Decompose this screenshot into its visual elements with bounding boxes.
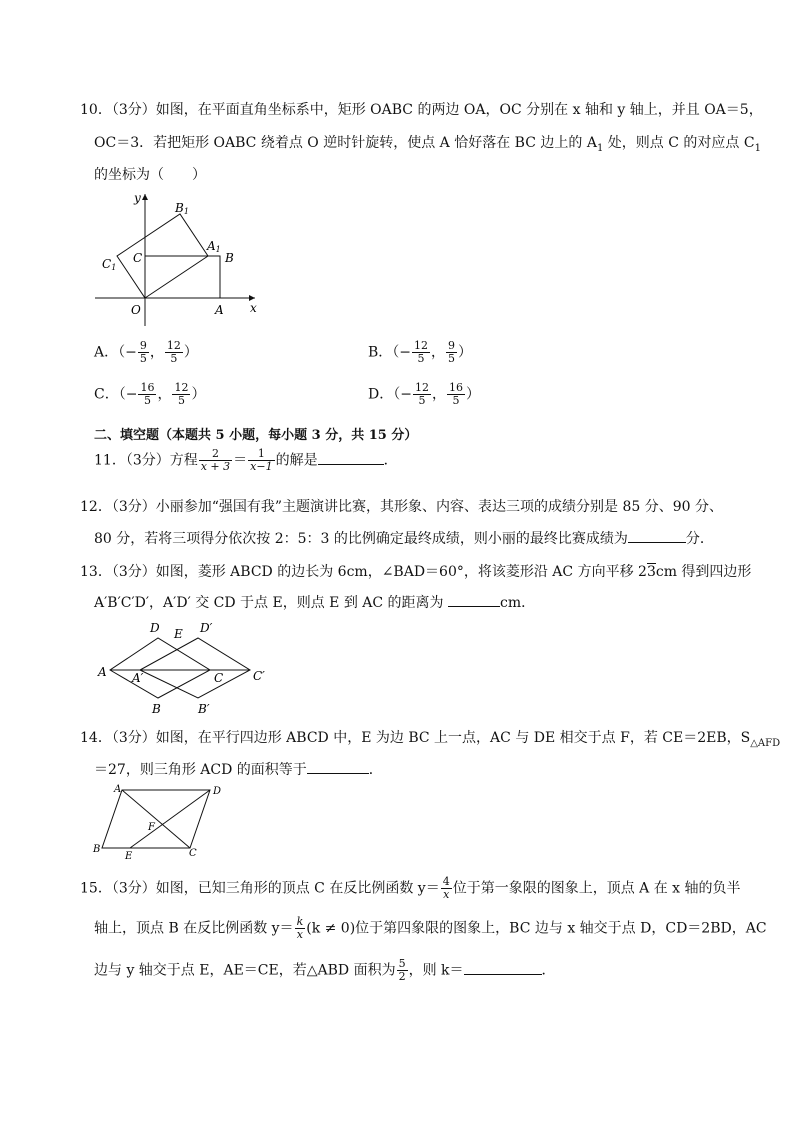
label-F14: F <box>148 822 155 833</box>
label-Dprime: D′ <box>200 621 213 635</box>
q14-line2: ＝27，则三角形 ACD 的面积等于 ． <box>94 759 383 780</box>
label-B14: B <box>93 844 101 855</box>
q13-line2: A′B′C′D′，A′D′ 交 CD 于点 E，则点 E 到 AC 的距离为 cm． <box>94 592 535 613</box>
label-C13: C <box>214 671 224 685</box>
q15-line3: 边与 y 轴交于点 E，AE＝CE，若△ABD 面积为 $\frac{5}{2}$ ，则 k＝ ． <box>94 957 556 983</box>
q11-answer-blank[interactable] <box>318 450 384 465</box>
label-D: D <box>150 621 160 635</box>
label-Cprime: C′ <box>253 669 265 683</box>
label-C: C <box>133 251 143 265</box>
label-Aprime: A′ <box>132 671 144 685</box>
label-A: A <box>215 303 224 317</box>
q13-line1: 13．（3分）如图，菱形 ABCD 的边长为 6cm，∠BAD＝60°，将该菱形沿 AC 方向平移 23cm 得到四边形 <box>80 564 752 580</box>
q10-option-b[interactable]: B．（− $\frac{12}{5}$ ， $\frac{9}{5}$ ） <box>368 339 473 365</box>
q12-line2: 80 分，若将三项得分依次按 2：5：3 的比例确定最终成绩，则小丽的最终比赛成绩为 分． <box>94 528 714 549</box>
label-B1: B1 <box>175 201 189 216</box>
q15-line1: 15．（3分）如图，已知三角形的顶点 C 在反比例函数 y＝ $\frac{4}{x}$ 位于第一象限的图象上，顶点 A 在 x 轴的负半 <box>80 875 741 901</box>
label-D14: D <box>213 786 222 797</box>
q10-line2: OC＝3．若把矩形 OABC 绕着点 O 逆时针旋转，使点 A 恰好落在 BC 边上的 $A_1$ 处，则点 C 的对应点 $C_1$ <box>94 135 761 154</box>
label-x: x <box>250 301 257 315</box>
q10-option-a[interactable]: A．（− $\frac{9}{5}$ ， $\frac{12}{5}$ ） <box>94 339 198 365</box>
label-y: y <box>134 191 141 205</box>
label-B: B <box>225 251 234 265</box>
label-C1: C1 <box>102 257 117 272</box>
label-E14: E <box>125 851 133 860</box>
label-Bprime: B′ <box>198 702 210 716</box>
label-A14: A <box>114 784 122 795</box>
q13-figure <box>96 618 276 716</box>
label-E: E <box>174 627 183 641</box>
label-B13: B <box>152 702 161 716</box>
section-heading: 二、填空题（本题共 5 小题，每小题 3 分，共 15 分） <box>94 428 418 443</box>
q12-line1: 12．（3分）小丽参加“强国有我”主题演讲比赛，其形象、内容、表达三项的成绩分别是 85 分、90 分、 <box>80 499 724 515</box>
q12-answer-blank[interactable] <box>628 528 686 543</box>
q14-line1: 14．（3分）如图，在平行四边形 ABCD 中，E 为边 BC 上一点，AC 与 DE 相交于点 F，若 CE＝2EB，$S_{\triangle AFD}$ <box>80 730 781 749</box>
q10-line1: 10．（3分）如图，在平面直角坐标系中，矩形 OABC 的两边 OA，OC 分别在 x 轴和 y 轴上，并且 OA＝5， <box>80 102 763 118</box>
q14-answer-blank[interactable] <box>307 759 369 774</box>
q10-figure <box>90 188 270 328</box>
q15-answer-blank[interactable] <box>464 960 542 975</box>
q10-option-c[interactable]: C．（− $\frac{16}{5}$ ， $\frac{12}{5}$ ） <box>94 381 206 407</box>
label-O: O <box>131 303 141 317</box>
label-C14: C <box>189 848 197 859</box>
q14-figure <box>92 782 232 860</box>
label-A1: A1 <box>207 239 221 254</box>
q10-option-d[interactable]: D．（− $\frac{12}{5}$ ， $\frac{16}{5}$ ） <box>368 381 480 407</box>
label-A13: A <box>98 665 107 679</box>
q10-line3: 的坐标为（ ） <box>94 167 206 183</box>
q11: 11．（3分）方程 $\frac{2}{x + 3}$ ＝ $\frac{1}{x-1}$ 的解是 ． <box>94 447 398 473</box>
q13-answer-blank[interactable] <box>448 592 500 607</box>
q15-line2: 轴上，顶点 B 在反比例函数 y＝ $\frac{k}{x}$ (k ≠ 0)位于第四象限的图象上，BC 边与 x 轴交于点 D，CD＝2BD，AC <box>94 915 767 941</box>
